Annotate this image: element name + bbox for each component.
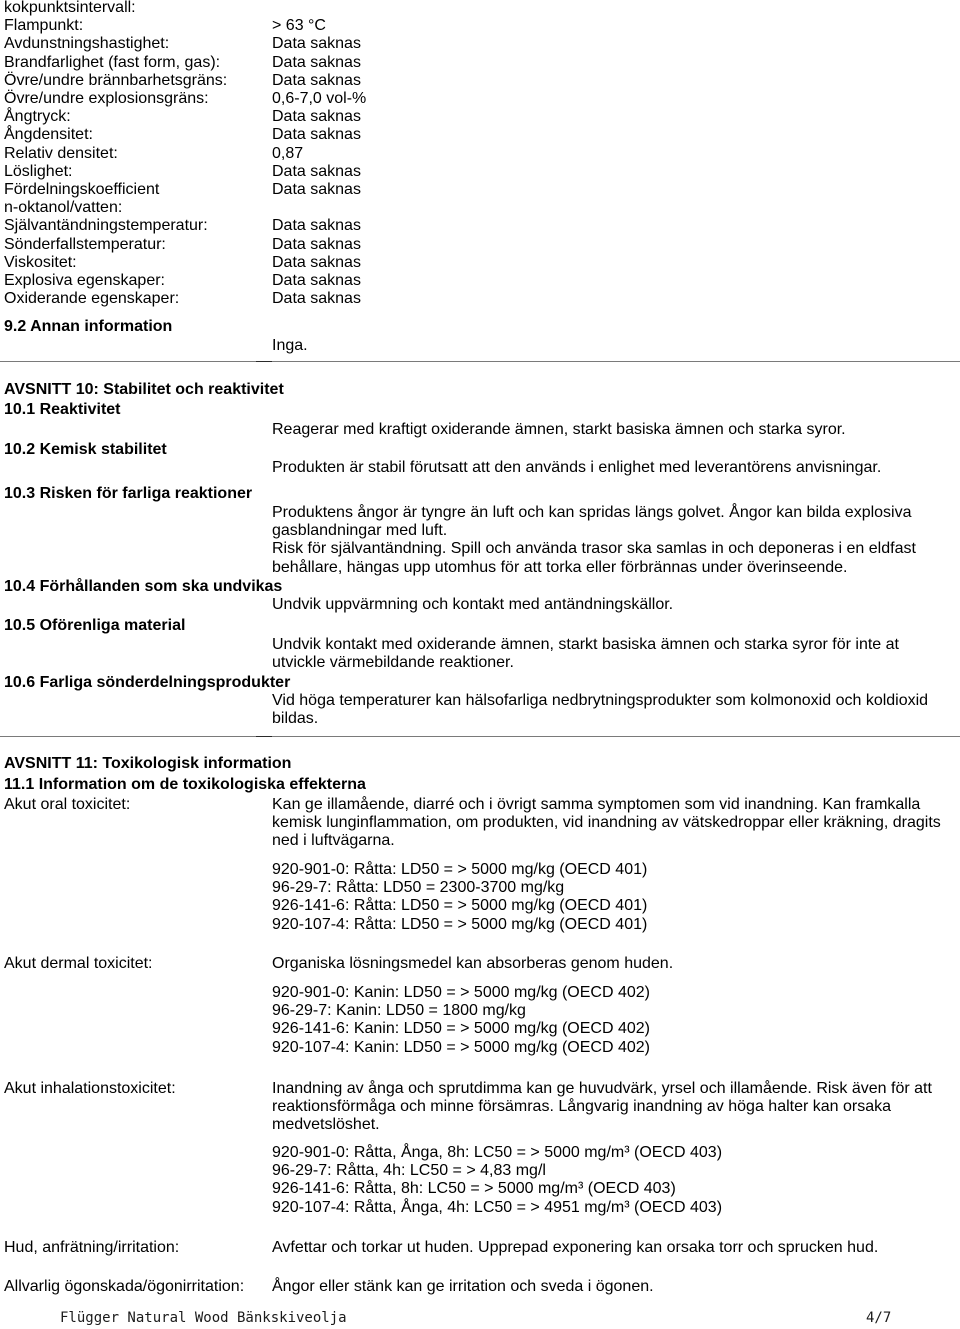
property-row	[0, 236, 960, 254]
toxicity-data-line: 96-29-7: Kanin: LD50 = 1800 mg/kg	[272, 1002, 526, 1020]
toxicity-label: Akut inhalationstoxicitet:	[4, 1080, 176, 1097]
toxicity-data-line: 926-141-6: Råtta, 8h: LC50 = > 5000 mg/m³ (OECD 403)	[272, 1180, 676, 1198]
property-row	[0, 126, 960, 144]
toxicity-data-line: 96-29-7: Råtta, 4h: LC50 = > 4,83 mg/l	[272, 1162, 546, 1180]
property-value: Data saknas	[272, 162, 361, 180]
toxicity-label: Hud, anfrätning/irritation:	[4, 1239, 180, 1256]
property-label: Flampunkt:	[4, 17, 84, 35]
subsection-text	[272, 596, 673, 614]
subsection-heading: 10.4 Förhållanden som ska undvikas	[4, 578, 283, 595]
toxicity-description	[272, 955, 673, 973]
property-row	[0, 181, 960, 217]
property-value: Data saknas	[272, 253, 361, 271]
other-info-text: Inga.	[272, 337, 308, 354]
property-row	[0, 254, 960, 272]
property-value: Data saknas	[272, 181, 361, 199]
text-line: Undvik uppvärmning och kontakt med antändningskällor.	[272, 596, 674, 613]
property-label: Sönderfallstemperatur:	[4, 235, 166, 253]
text-line: Undvik kontakt med oxiderande ämnen, starkt basiska ämnen och starka syror för inte at	[272, 636, 899, 653]
text-line: ned i luftvägarna.	[272, 832, 395, 850]
toxicity-data-line: 920-901-0: Kanin: LD50 = > 5000 mg/kg (OECD 402)	[272, 984, 650, 1001]
subsection-text	[272, 421, 846, 439]
toxicity-data-line: 920-901-0: Råtta: LD50 = > 5000 mg/kg (OECD 401)	[272, 861, 648, 878]
toxicity-description	[272, 1239, 878, 1257]
property-label: Övre/undre explosionsgräns:	[4, 90, 209, 108]
toxicity-description	[272, 796, 941, 851]
text-line: Avfettar och torkar ut huden. Upprepad exponering kan orsaka torr och sprucken hud.	[272, 1239, 879, 1256]
toxicity-data-line: 926-141-6: Råtta: LD50 = > 5000 mg/kg (OECD 401)	[272, 897, 648, 915]
property-row	[0, 108, 960, 126]
subsection-text	[272, 504, 916, 577]
property-row	[0, 17, 960, 35]
property-value: 0,87	[272, 144, 304, 162]
property-row	[0, 217, 960, 235]
subsection-heading: 9.2 Annan information	[4, 318, 173, 335]
text-line: Kan ge illamående, diarré och i övrigt samma symptomen som vid inandning. Kan framkalla	[272, 796, 921, 813]
property-value: Data saknas	[272, 235, 361, 253]
property-label: Ångtryck:	[4, 108, 71, 126]
property-label: Relativ densitet:	[4, 144, 118, 162]
property-label: Avdunstningshastighet:	[4, 35, 170, 53]
section-heading: AVSNITT 10: Stabilitet och reaktivitet	[4, 381, 284, 398]
subsection-heading: 10.2 Kemisk stabilitet	[4, 441, 167, 458]
text-line: bildas.	[272, 710, 319, 728]
toxicity-data-line: 920-107-4: Kanin: LD50 = > 5000 mg/kg (OECD 402)	[272, 1038, 650, 1056]
property-row	[0, 272, 960, 290]
property-row	[0, 163, 960, 181]
property-value: Data saknas	[272, 108, 361, 126]
text-line: Ångor eller stänk kan ge irritation och sveda i ögonen.	[272, 1278, 654, 1295]
property-row	[0, 290, 960, 308]
property-row	[0, 72, 960, 90]
toxicity-description	[272, 1080, 932, 1135]
property-label: Explosiva egenskaper:	[4, 272, 165, 290]
toxicity-label: Allvarlig ögonskada/ögonirritation:	[4, 1278, 245, 1295]
property-row	[0, 90, 960, 108]
property-value: Data saknas	[272, 217, 361, 235]
text-line: Organiska lösningsmedel kan absorberas genom huden.	[272, 955, 674, 972]
text-line: medvetslöshet.	[272, 1116, 380, 1134]
property-value: Data saknas	[272, 126, 361, 144]
subsection-heading: 10.1 Reaktivitet	[4, 401, 121, 418]
subsection-heading: 11.1 Information om de toxikologiska effekterna	[4, 776, 366, 793]
toxicity-label: Akut dermal toxicitet:	[4, 955, 153, 972]
text-line: Risk för självantändning. Spill och använda trasor ska samlas in och deponeras i en eldfast	[272, 540, 916, 558]
text-line: utvickle värmebildande reaktioner.	[272, 654, 514, 672]
property-row	[0, 0, 960, 17]
footer-page-number: 4/7	[866, 1310, 892, 1326]
property-value: Data saknas	[272, 53, 361, 71]
section-divider-mark	[256, 361, 272, 362]
toxicity-description	[272, 1278, 654, 1296]
property-label: Ångdensitet:	[4, 126, 93, 144]
property-value: Data saknas	[272, 71, 361, 89]
text-line: reaktionsförmåga och minne försämras. Långvarig inandning av höga halter kan orsaka	[272, 1098, 892, 1116]
toxicity-data-line: 920-107-4: Råtta: LD50 = > 5000 mg/kg (OECD 401)	[272, 915, 648, 933]
toxicity-data	[272, 984, 650, 1057]
footer-product-name: Flügger Natural Wood Bänkskiveolja	[60, 1310, 347, 1326]
toxicity-data	[272, 1144, 722, 1217]
text-line: Inandning av ånga och sprutdimma kan ge huvudvärk, yrsel och illamående. Risk även för att	[272, 1080, 932, 1097]
text-line: behållare, hängas upp utomhus för att torka eller förbrännas under överinseende.	[272, 558, 848, 576]
text-line: Reagerar med kraftigt oxiderande ämnen, starkt basiska ämnen och starka syror.	[272, 421, 846, 438]
section-divider	[0, 736, 960, 737]
property-row	[0, 54, 960, 72]
property-label: Viskositet:	[4, 253, 77, 271]
property-label: Självantändningstemperatur:	[4, 217, 208, 235]
text-line: Vid höga temperaturer kan hälsofarliga nedbrytningsprodukter som kolmonoxid och koldioxid	[272, 692, 929, 709]
property-label: Oxiderande egenskaper:	[4, 290, 180, 308]
toxicity-data-line: 920-107-4: Råtta, Ånga, 4h: LC50 = > 4951 mg/m³ (OECD 403)	[272, 1198, 723, 1216]
subsection-heading: 10.3 Risken för farliga reaktioner	[4, 485, 253, 502]
property-label: Fördelningskoefficient n-oktanol/vatten:	[4, 181, 160, 217]
property-value: > 63 °C	[272, 17, 326, 35]
toxicity-label: Akut oral toxicitet:	[4, 796, 131, 813]
property-value: Data saknas	[272, 272, 361, 290]
text-line: kemisk lunginflammation, om produkten, vid inandning av vätskedroppar eller kräkning, dragits	[272, 814, 941, 832]
subsection-heading: 10.5 Oförenliga material	[4, 617, 186, 634]
subsection-text	[272, 692, 928, 728]
text-line: Produkten är stabil förutsatt att den används i enlighet med leverantörens anvisningar.	[272, 459, 882, 476]
property-value: Data saknas	[272, 290, 361, 308]
text-line: Produktens ångor är tyngre än luft och kan spridas längs golvet. Ångor kan bilda explosiva	[272, 504, 912, 521]
toxicity-data-line: 96-29-7: Råtta: LD50 = 2300-3700 mg/kg	[272, 879, 565, 897]
property-label: Brandfarlighet (fast form, gas):	[4, 53, 221, 71]
section-divider	[0, 361, 960, 362]
property-row	[0, 35, 960, 53]
property-label: Övre/undre brännbarhetsgräns:	[4, 71, 228, 89]
property-label: kokpunktsintervall:	[4, 0, 136, 16]
property-label: Löslighet:	[4, 162, 73, 180]
physical-properties-table	[0, 0, 960, 308]
toxicity-data-line: 920-901-0: Råtta, Ånga, 8h: LC50 = > 5000 mg/m³ (OECD 403)	[272, 1144, 723, 1161]
property-value: 0,6-7,0 vol-%	[272, 90, 367, 108]
property-row	[0, 145, 960, 163]
section-divider-mark	[256, 736, 272, 737]
subsection-text	[272, 636, 899, 672]
subsection-heading: 10.6 Farliga sönderdelningsprodukter	[4, 674, 291, 691]
subsection-text	[272, 459, 881, 477]
toxicity-data-line: 926-141-6: Kanin: LD50 = > 5000 mg/kg (OECD 402)	[272, 1020, 650, 1038]
section-heading: AVSNITT 11: Toxikologisk information	[4, 755, 292, 772]
property-value: Data saknas	[272, 35, 361, 53]
text-line: gasblandningar med luft.	[272, 522, 448, 540]
toxicity-data	[272, 861, 647, 934]
